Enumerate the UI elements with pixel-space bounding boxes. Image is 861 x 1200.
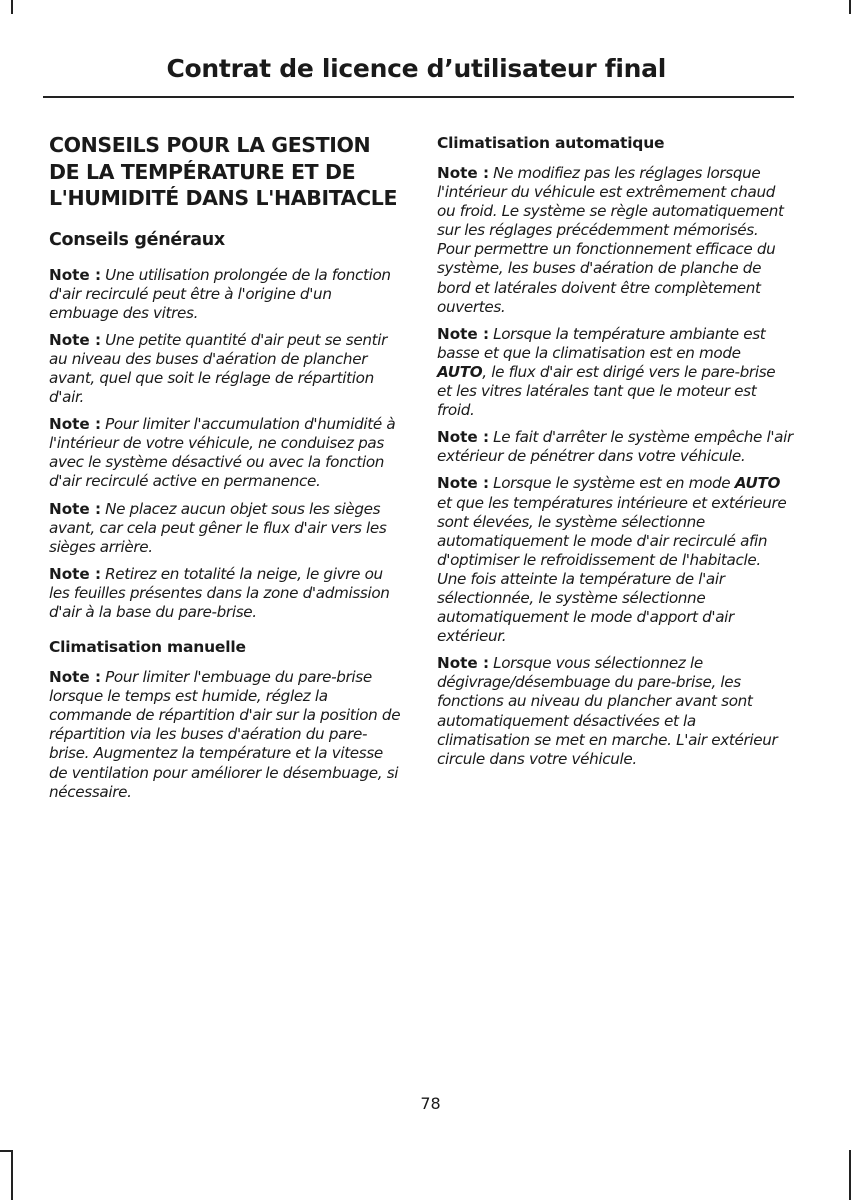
note-label: Note :: [437, 428, 490, 447]
note-text: Le fait d'arrêter le système empêche l'air extérieur de pénétrer dans votre véhicule.: [437, 428, 793, 466]
note-text: Retirez en totalité la neige, le givre ou les feuilles présentes dans la zone d'admission d'air à la base du pare-brise.: [49, 564, 390, 621]
note-paragraph: [437, 428, 793, 466]
note-label: Note :: [49, 330, 102, 349]
section-title: CONSEILS POUR LA GESTION DE LA TEMPÉRATURE ET DE L'HUMIDITÉ DANS L'HABITACLE: [49, 133, 398, 210]
note-text: Lorsque le système est en mode: [493, 474, 735, 493]
note-paragraph: [49, 415, 404, 491]
note-paragraph: [49, 266, 404, 323]
note-text: et que les températures intérieure et extérieure sont élevées, le système sélectionne automatiquement le mode d'air recirculé afin d'optimiser le refroidissement de l'habitacle. Une fois atteinte la température de l'air sélectionnée, le système sélectionne automatiquement le mode d'apport d'air extérieur.: [437, 493, 787, 646]
note-label: Note :: [437, 474, 490, 493]
note-text: , le flux d'air est dirigé vers le pare-brise et les vitres latérales tant que le moteur est froid.: [437, 362, 776, 420]
note-text: Pour limiter l'embuage du pare-brise lorsque le temps est humide, réglez la commande de répartition d'air sur la position de répartition via les buses d'aération du pare-brise. Augmentez la température et la vitesse de ventilation pour améliorer le désembuage, si nécessaire.: [49, 668, 401, 801]
general-tips-heading: Conseils généraux: [49, 229, 225, 250]
note-label: Note :: [49, 564, 102, 583]
note-paragraph: [49, 668, 404, 802]
note-paragraph: [437, 325, 793, 420]
note-label: Note :: [49, 415, 102, 434]
header-divider: [43, 96, 794, 98]
note-text: Ne placez aucun objet sous les sièges avant, car cela peut gêner le flux d'air vers les sièges arrière.: [49, 499, 387, 556]
auto-mode-label: AUTO: [437, 362, 483, 381]
note-label: Note :: [437, 324, 490, 343]
note-text: Une petite quantité d'air peut se sentir au niveau des buses d'aération de plancher avant, quel que soit le réglage de répartition d'air.: [49, 330, 387, 407]
right-column: [437, 132, 793, 777]
note-label: Note :: [49, 499, 102, 518]
crop-mark-top-right: [849, 0, 851, 14]
note-label: Note :: [437, 164, 490, 182]
note-text: Ne modifiez pas les réglages lorsque l'intérieur du véhicule est extrêmement chaud ou froid. Le système se règle automatiquement sur les réglages précédemment mémorisés. Pour permettre un fonctionnement efficace du système, les buses d'aération de planche de bord et latérales doivent être complètement ouvertes.: [437, 164, 784, 316]
manual-climate-heading: Climatisation manuelle: [49, 638, 246, 657]
crop-mark-bottom-left: [11, 1150, 13, 1200]
note-label: Note :: [49, 668, 102, 687]
note-paragraph: [437, 164, 793, 317]
note-text: Lorsque vous sélectionnez le dégivrage/désembuage du pare-brise, les fonctions au niveau du plancher avant sont automatiquement désactivées et la climatisation se met en marche. L'air extérieur circule dans votre véhicule.: [437, 654, 778, 768]
note-paragraph: [49, 565, 404, 622]
left-column: [49, 132, 404, 810]
note-label: Note :: [437, 654, 490, 673]
crop-mark-bottom-right: [849, 1150, 851, 1200]
note-paragraph: [49, 331, 404, 407]
note-paragraph: [437, 474, 793, 646]
note-paragraph: [49, 500, 404, 557]
crop-mark-top-left: [11, 0, 13, 14]
note-text: Pour limiter l'accumulation d'humidité à l'intérieur de votre véhicule, ne conduisez pas avec le système désactivé ou avec la fonction d'air recirculé active en permanence.: [49, 415, 396, 491]
page-header-title: Contrat de licence d’utilisateur final: [166, 54, 666, 83]
note-label: Note :: [49, 265, 102, 284]
page-number: 78: [420, 1094, 441, 1113]
crop-mark-bottom-left-h: [0, 1150, 12, 1152]
note-text: Une utilisation prolongée de la fonction d'air recirculé peut être à l'origine d'un embuage des vitres.: [49, 265, 391, 322]
note-paragraph: [437, 654, 793, 769]
auto-climate-heading: Climatisation automatique: [437, 134, 665, 152]
note-text: Lorsque la température ambiante est basse et que la climatisation est en mode: [437, 324, 766, 362]
auto-mode-label: AUTO: [734, 474, 781, 493]
